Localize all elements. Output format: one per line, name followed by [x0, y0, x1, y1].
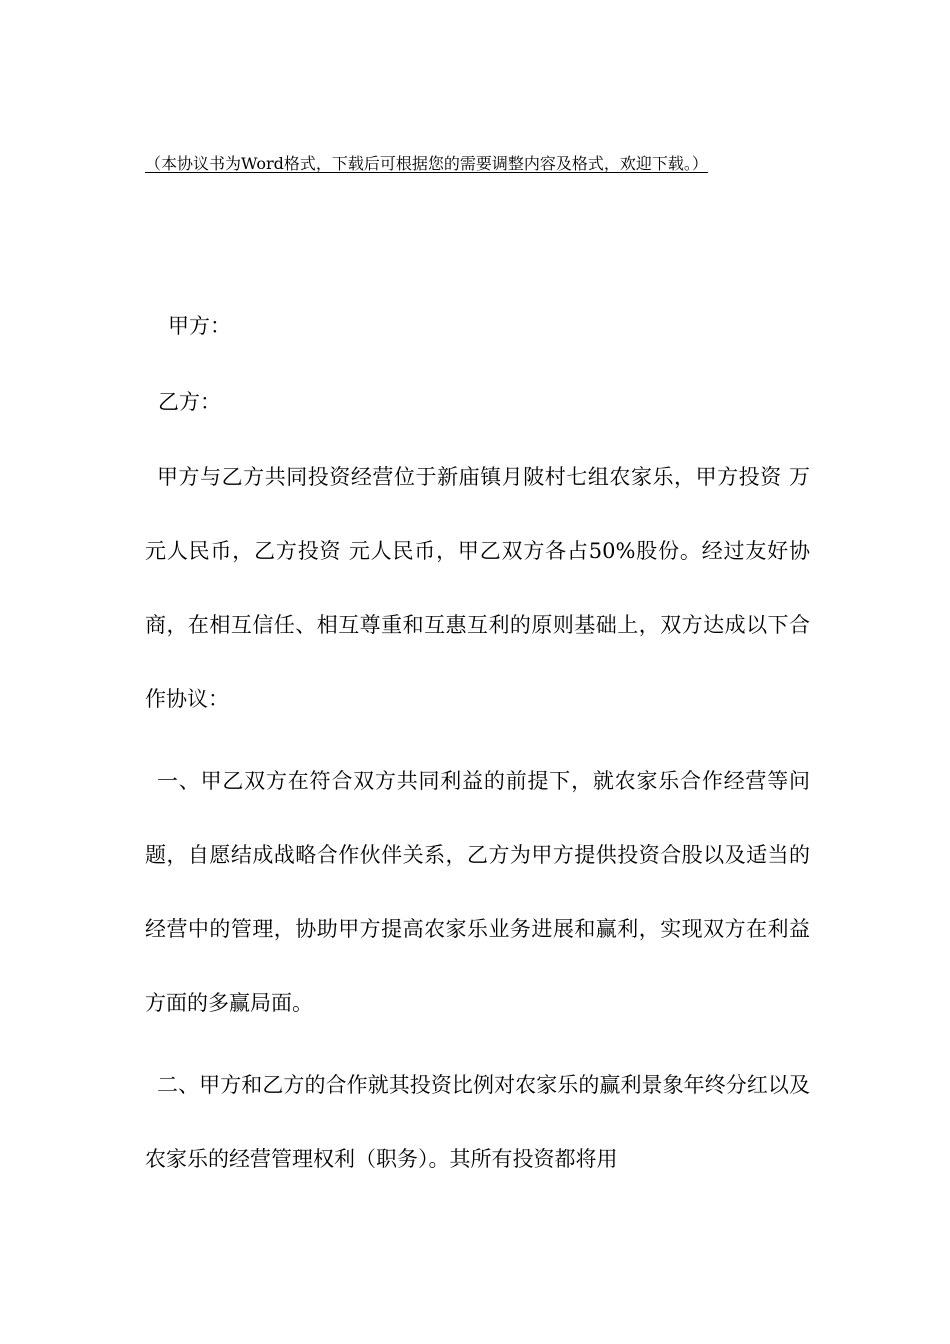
party-b-label: 乙方： — [158, 390, 221, 414]
paragraph-clause-1: 一、甲乙双方在符合双方共同利益的前提下，就农家乐合作经营等问题，自愿结成战略合作伙伴关系，乙方为甲方提供投资合股以及适当的经营中的管理，协助甲方提高农家乐业务进展和赢利，实现双方在利益方面的多赢局面。 — [145, 769, 810, 1015]
paragraph-clause-2: 二、甲方和乙方的合作就其投资比例对农家乐的赢利景象年终分红以及农家乐的经营管理权利（职务）。其所有投资都将用 — [145, 1073, 810, 1171]
format-note: （本协议书为Word格式，下载后可根据您的需要调整内容及格式，欢迎下载。） — [145, 154, 708, 173]
paragraph-intro: 甲方与乙方共同投资经营位于新庙镇月陂村七组农家乐，甲方投资 万元人民币，乙方投资 元人民币，甲乙双方各占50%股份。经过友好协商，在相互信任、相互尊重和互惠互利的原则基础上，双方达成以下合作协议： — [145, 465, 810, 711]
party-a-label: 甲方： — [168, 314, 231, 338]
